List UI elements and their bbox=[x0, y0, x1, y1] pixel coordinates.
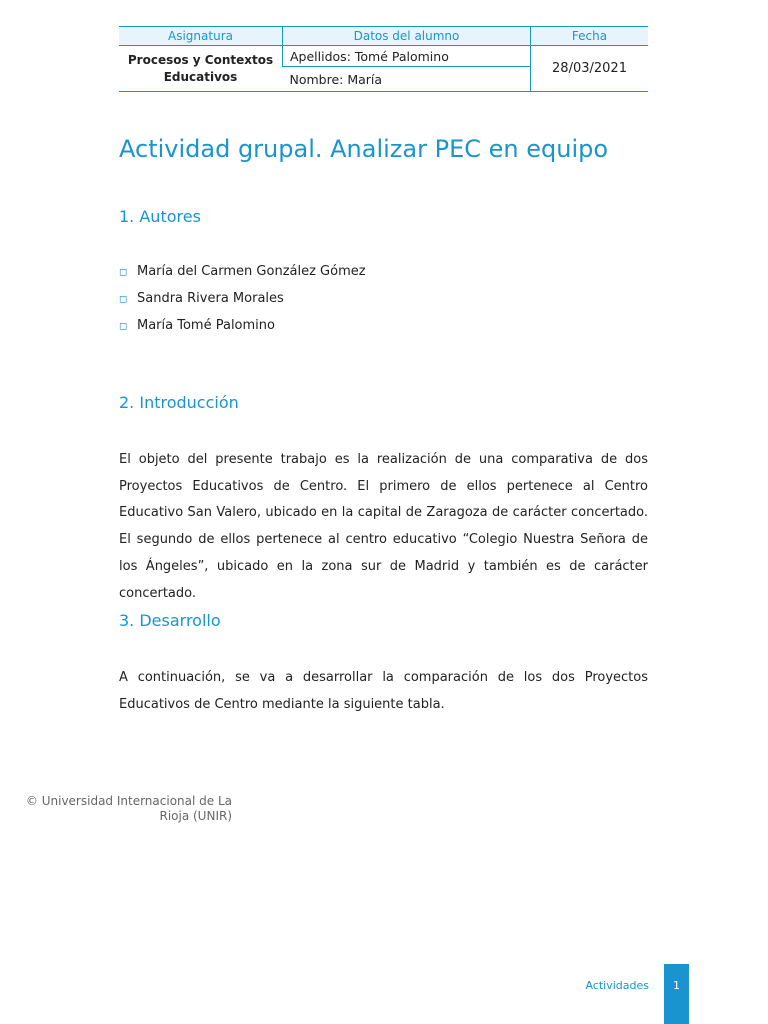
name-value: Nombre: María bbox=[283, 67, 531, 92]
date-value: 28/03/2021 bbox=[531, 46, 649, 92]
author-name: María Tomé Palomino bbox=[137, 318, 275, 333]
header-data-row-1 bbox=[119, 46, 648, 67]
header-col-student-data: Datos del alumno bbox=[283, 27, 531, 46]
list-item bbox=[119, 291, 366, 318]
header-col-subject: Asignatura bbox=[119, 27, 283, 46]
square-bullet-icon: ◻ bbox=[119, 321, 128, 332]
introduction-paragraph: El objeto del presente trabajo es la realización de una comparativa de dos Proyectos Educativos de Centro. El primero de ellos pertenece al Centro Educativo San Valero, ubicado en la capital de Zaragoza de carácter concertado. El segundo de ellos pertenece al centro educativo “Colegio Nuestra Señora de los Ángeles”, ubicado en la zona sur de Madrid y también es de carácter concertado. bbox=[119, 452, 648, 601]
list-item bbox=[119, 264, 366, 291]
section-heading-development: 3. Desarrollo bbox=[119, 611, 221, 630]
page-title: Actividad grupal. Analizar PEC en equipo bbox=[119, 135, 609, 163]
development-paragraph: A continuación, se va a desarrollar la comparación de los dos Proyectos Educativos de Centro mediante la siguiente tabla. bbox=[119, 670, 648, 712]
section-heading-authors: 1. Autores bbox=[119, 207, 201, 226]
square-bullet-icon: ◻ bbox=[119, 267, 128, 278]
header-table bbox=[119, 26, 648, 92]
author-name: Sandra Rivera Morales bbox=[137, 291, 284, 306]
author-name: María del Carmen González Gómez bbox=[137, 264, 366, 279]
header-row bbox=[119, 27, 648, 46]
author-list bbox=[119, 264, 366, 345]
footer-section-label: Actividades bbox=[585, 979, 649, 992]
section-heading-introduction: 2. Introducción bbox=[119, 393, 239, 412]
square-bullet-icon: ◻ bbox=[119, 294, 128, 305]
footer-copyright: © Universidad Internacional de La Rioja (UNIR) bbox=[25, 794, 232, 823]
surname-value: Apellidos: Tomé Palomino bbox=[283, 46, 531, 67]
header-col-date: Fecha bbox=[531, 27, 649, 46]
list-item bbox=[119, 318, 366, 345]
subject-value: Procesos y Contextos Educativos bbox=[119, 46, 283, 92]
page-number: 1 bbox=[664, 964, 689, 1024]
